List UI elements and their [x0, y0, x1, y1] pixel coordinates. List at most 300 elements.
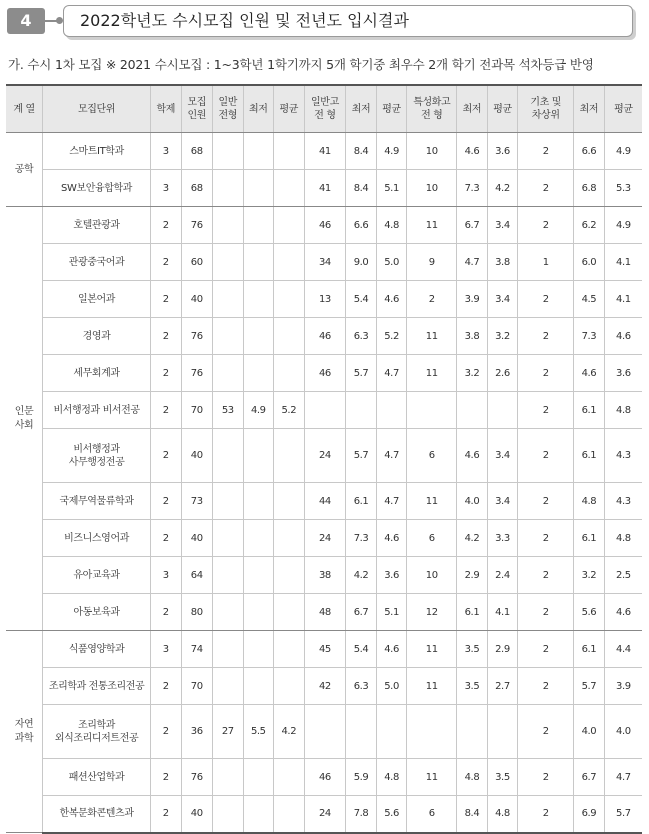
table-cell: 70 [181, 392, 213, 429]
table-cell: 7.3 [346, 520, 377, 557]
table-cell: 64 [181, 557, 213, 594]
table-cell: 70 [181, 668, 213, 705]
table-cell: 2.9 [487, 631, 518, 668]
table-cell [213, 207, 244, 244]
table-cell: 3 [150, 557, 181, 594]
table-cell: 40 [181, 281, 213, 318]
table-cell: 6.7 [457, 207, 488, 244]
table-cell: 4.6 [457, 429, 488, 483]
table-cell: 3 [150, 133, 181, 170]
table-cell: 40 [181, 520, 213, 557]
table-cell: 68 [181, 170, 213, 207]
table-cell: 3.5 [487, 759, 518, 796]
table-cell: 11 [407, 668, 457, 705]
unit-name-cell: 일본어과 [43, 281, 151, 318]
table-row [6, 483, 642, 520]
column-header: 모집단위 [43, 85, 151, 133]
table-cell: 3.2 [574, 557, 605, 594]
table-cell: 3.4 [487, 483, 518, 520]
table-cell: 4.0 [604, 705, 642, 759]
unit-name-cell: 유아교육과 [43, 557, 151, 594]
table-cell: 11 [407, 318, 457, 355]
column-header: 일반고 전 형 [304, 85, 346, 133]
table-cell: 5.7 [346, 429, 377, 483]
column-header: 최저 [457, 85, 488, 133]
table-cell: 4.7 [457, 244, 488, 281]
table-cell [213, 557, 244, 594]
table-cell: 68 [181, 133, 213, 170]
table-cell: 6 [407, 796, 457, 833]
table-cell: 7.3 [574, 318, 605, 355]
table-cell: 6.3 [346, 318, 377, 355]
table-cell [213, 170, 244, 207]
table-cell: 6.6 [346, 207, 377, 244]
table-cell: 2 [150, 759, 181, 796]
table-cell: 2 [518, 133, 574, 170]
table-cell: 6.1 [574, 520, 605, 557]
table-cell: 5.5 [243, 705, 274, 759]
table-cell: 4.8 [457, 759, 488, 796]
table-cell: 6.1 [457, 594, 488, 631]
table-cell: 80 [181, 594, 213, 631]
section-title-box [63, 5, 633, 37]
table-cell: 4.7 [376, 429, 407, 483]
unit-name-cell: 조리학과 전통조리전공 [43, 668, 151, 705]
table-cell: 2 [518, 668, 574, 705]
unit-name-cell: SW보안융합학과 [43, 170, 151, 207]
table-cell: 27 [213, 705, 244, 759]
table-cell [274, 668, 305, 705]
table-row [6, 429, 642, 483]
table-cell: 40 [181, 796, 213, 833]
table-cell [213, 133, 244, 170]
table-row [6, 207, 642, 244]
table-cell [243, 759, 274, 796]
column-header: 평균 [487, 85, 518, 133]
table-cell: 48 [304, 594, 346, 631]
table-cell: 2 [518, 594, 574, 631]
table-cell [213, 520, 244, 557]
table-cell [274, 170, 305, 207]
table-cell: 4.1 [604, 244, 642, 281]
table-cell: 2.9 [457, 557, 488, 594]
table-cell: 6.8 [574, 170, 605, 207]
table-cell: 6.2 [574, 207, 605, 244]
table-cell: 2 [150, 392, 181, 429]
table-cell: 4.5 [574, 281, 605, 318]
table-cell [274, 557, 305, 594]
table-cell: 4.2 [457, 520, 488, 557]
table-cell: 11 [407, 631, 457, 668]
table-cell: 46 [304, 759, 346, 796]
table-cell: 2 [518, 355, 574, 392]
table-cell [407, 705, 457, 759]
table-cell: 4.9 [604, 133, 642, 170]
table-cell: 4.1 [604, 281, 642, 318]
table-cell: 4.7 [604, 759, 642, 796]
table-cell: 2 [150, 429, 181, 483]
table-cell: 4.0 [457, 483, 488, 520]
table-cell [274, 631, 305, 668]
table-cell: 76 [181, 759, 213, 796]
table-cell: 5.7 [604, 796, 642, 833]
table-cell [346, 705, 377, 759]
table-cell: 6.1 [346, 483, 377, 520]
table-cell [243, 796, 274, 833]
table-cell: 3.2 [487, 318, 518, 355]
table-cell: 4.8 [604, 520, 642, 557]
admission-results-table [6, 84, 642, 834]
table-cell [243, 520, 274, 557]
table-cell: 2 [150, 668, 181, 705]
column-header: 최저 [574, 85, 605, 133]
column-header: 평균 [376, 85, 407, 133]
table-cell: 46 [304, 318, 346, 355]
table-cell: 2.6 [487, 355, 518, 392]
table-cell [304, 392, 346, 429]
table-cell: 5.4 [346, 631, 377, 668]
table-cell: 4.6 [574, 355, 605, 392]
table-cell: 2 [518, 318, 574, 355]
table-cell: 3.9 [457, 281, 488, 318]
subtitle: 가. 수시 1차 모집 ※ 2021 수시모집 : 1~3학년 1학기까지 5개 학기중 최우수 2개 학기 전과목 석차등급 반영 [8, 57, 594, 72]
table-cell: 2 [518, 705, 574, 759]
table-cell: 2 [518, 281, 574, 318]
table-cell [243, 483, 274, 520]
table-cell: 36 [181, 705, 213, 759]
table-header-row [6, 85, 642, 133]
table-cell: 2 [150, 207, 181, 244]
table-cell [407, 392, 457, 429]
table-cell: 6.7 [574, 759, 605, 796]
category-cell: 공학 [6, 133, 43, 207]
table-cell: 40 [181, 429, 213, 483]
table-cell [213, 483, 244, 520]
table-cell: 3.3 [487, 520, 518, 557]
table-cell: 4.3 [604, 429, 642, 483]
table-cell: 3.5 [457, 631, 488, 668]
table-cell: 5.2 [274, 392, 305, 429]
table-cell: 4.6 [604, 318, 642, 355]
table-row [6, 759, 642, 796]
table-cell: 4.0 [574, 705, 605, 759]
table-cell: 4.6 [457, 133, 488, 170]
connector-dot [56, 17, 63, 24]
table-cell [213, 318, 244, 355]
table-cell [376, 392, 407, 429]
table-cell: 5.1 [376, 170, 407, 207]
column-header: 특성화고 전 형 [407, 85, 457, 133]
table-cell: 8.4 [457, 796, 488, 833]
table-row [6, 594, 642, 631]
table-cell: 2 [518, 520, 574, 557]
table-cell: 4.3 [604, 483, 642, 520]
table-cell: 41 [304, 170, 346, 207]
table-cell: 8.4 [346, 170, 377, 207]
table-cell [243, 429, 274, 483]
section-number-badge: 4 [7, 8, 45, 34]
table-cell [243, 281, 274, 318]
unit-name-cell: 한복문화콘텐츠과 [43, 796, 151, 833]
table-cell [376, 705, 407, 759]
unit-name-cell: 아동보육과 [43, 594, 151, 631]
table-cell [274, 429, 305, 483]
table-row [6, 244, 642, 281]
table-cell: 9 [407, 244, 457, 281]
table-cell: 2 [150, 355, 181, 392]
table-cell: 10 [407, 557, 457, 594]
table-cell: 2 [150, 520, 181, 557]
table-cell [243, 668, 274, 705]
unit-name-cell: 스마트IT학과 [43, 133, 151, 170]
table-cell: 2 [150, 705, 181, 759]
table-cell: 3.6 [487, 133, 518, 170]
unit-name-cell: 세무회계과 [43, 355, 151, 392]
category-cell: 인문 사회 [6, 207, 43, 631]
table-cell: 4.2 [487, 170, 518, 207]
table-cell: 45 [304, 631, 346, 668]
table-cell: 13 [304, 281, 346, 318]
section-title: 2022학년도 수시모집 인원 및 전년도 입시결과 [80, 11, 409, 30]
table-cell [274, 483, 305, 520]
table-cell: 11 [407, 759, 457, 796]
table-cell: 46 [304, 207, 346, 244]
table-row [6, 796, 642, 833]
table-cell: 5.4 [346, 281, 377, 318]
table-cell: 4.8 [376, 759, 407, 796]
table-cell [274, 355, 305, 392]
table-cell: 5.7 [346, 355, 377, 392]
unit-name-cell: 비즈니스영어과 [43, 520, 151, 557]
table-cell [274, 281, 305, 318]
table-cell [346, 392, 377, 429]
table-cell: 5.6 [376, 796, 407, 833]
table-cell: 3.2 [457, 355, 488, 392]
table-row [6, 668, 642, 705]
table-cell: 5.1 [376, 594, 407, 631]
table-cell: 24 [304, 429, 346, 483]
table-cell: 24 [304, 520, 346, 557]
table-cell: 1 [518, 244, 574, 281]
table-cell: 73 [181, 483, 213, 520]
table-row [6, 557, 642, 594]
unit-name-cell: 관광중국어과 [43, 244, 151, 281]
table-cell: 8.4 [346, 133, 377, 170]
table-cell: 2 [518, 483, 574, 520]
table-cell: 4.8 [376, 207, 407, 244]
table-cell: 4.9 [243, 392, 274, 429]
table-cell: 3.8 [487, 244, 518, 281]
table-cell [274, 796, 305, 833]
table-cell: 24 [304, 796, 346, 833]
table-cell: 3.4 [487, 429, 518, 483]
unit-name-cell: 식품영양학과 [43, 631, 151, 668]
table-cell [243, 170, 274, 207]
table-cell [274, 594, 305, 631]
table-cell: 6.3 [346, 668, 377, 705]
table-row [6, 392, 642, 429]
table-cell [243, 355, 274, 392]
table-cell: 2 [518, 557, 574, 594]
table-cell: 5.9 [346, 759, 377, 796]
table-cell: 4.9 [376, 133, 407, 170]
unit-name-cell: 비서행정과 비서전공 [43, 392, 151, 429]
table-cell: 2.4 [487, 557, 518, 594]
table-cell: 6 [407, 429, 457, 483]
table-cell: 2 [518, 796, 574, 833]
table-cell: 6 [407, 520, 457, 557]
table-cell: 6.1 [574, 631, 605, 668]
table-row [6, 631, 642, 668]
column-header: 일반 전형 [213, 85, 244, 133]
table-cell: 42 [304, 668, 346, 705]
table-cell: 4.6 [604, 594, 642, 631]
table-row [6, 705, 642, 759]
table-cell [487, 705, 518, 759]
unit-name-cell: 조리학과 외식조리디저트전공 [43, 705, 151, 759]
table-cell: 2 [150, 318, 181, 355]
table-cell: 46 [304, 355, 346, 392]
table-cell: 3.4 [487, 207, 518, 244]
table-cell: 5.7 [574, 668, 605, 705]
table-cell: 2.5 [604, 557, 642, 594]
table-cell: 5.2 [376, 318, 407, 355]
table-cell [274, 207, 305, 244]
table-cell: 60 [181, 244, 213, 281]
unit-name-cell: 국제무역물류학과 [43, 483, 151, 520]
table-cell [243, 244, 274, 281]
table-cell: 2 [518, 631, 574, 668]
table-cell: 2 [518, 207, 574, 244]
table-cell: 76 [181, 318, 213, 355]
table-cell [274, 318, 305, 355]
table-cell: 38 [304, 557, 346, 594]
table-cell [213, 631, 244, 668]
table-cell: 2 [518, 170, 574, 207]
table-cell: 4.7 [376, 355, 407, 392]
table-cell: 2.7 [487, 668, 518, 705]
table-cell: 11 [407, 483, 457, 520]
column-header: 평균 [604, 85, 642, 133]
table-cell [213, 281, 244, 318]
table-cell: 4.6 [376, 631, 407, 668]
table-cell [213, 759, 244, 796]
table-cell: 7.8 [346, 796, 377, 833]
table-cell: 2 [150, 281, 181, 318]
table-row [6, 133, 642, 170]
table-cell: 11 [407, 207, 457, 244]
column-header: 최저 [243, 85, 274, 133]
table-cell: 12 [407, 594, 457, 631]
table-cell [243, 594, 274, 631]
table-cell [243, 133, 274, 170]
table-cell: 2 [150, 796, 181, 833]
table-cell: 2 [518, 392, 574, 429]
table-cell: 5.0 [376, 244, 407, 281]
table-row [6, 318, 642, 355]
table-cell: 4.1 [487, 594, 518, 631]
table-cell [487, 392, 518, 429]
table-cell [274, 759, 305, 796]
table-cell: 44 [304, 483, 346, 520]
table-row [6, 170, 642, 207]
table-cell: 6.1 [574, 392, 605, 429]
table-cell: 6.7 [346, 594, 377, 631]
table-cell: 7.3 [457, 170, 488, 207]
table-cell: 9.0 [346, 244, 377, 281]
table-cell: 74 [181, 631, 213, 668]
unit-name-cell: 호텔관광과 [43, 207, 151, 244]
category-cell: 자연 과학 [6, 631, 43, 833]
table-cell: 76 [181, 207, 213, 244]
column-header: 기초 및 차상위 [518, 85, 574, 133]
table-cell [243, 318, 274, 355]
table-cell: 6.1 [574, 429, 605, 483]
table-row [6, 355, 642, 392]
table-cell [213, 429, 244, 483]
table-cell: 3 [150, 170, 181, 207]
section-header [0, 0, 649, 46]
table-cell: 3.9 [604, 668, 642, 705]
table-cell: 11 [407, 355, 457, 392]
table-cell: 4.8 [487, 796, 518, 833]
table-cell: 3.4 [487, 281, 518, 318]
table-cell [457, 705, 488, 759]
table-row [6, 281, 642, 318]
table-cell: 2 [518, 429, 574, 483]
table-cell [274, 520, 305, 557]
table-cell [274, 133, 305, 170]
table-cell: 6.6 [574, 133, 605, 170]
unit-name-cell: 비서행정과 사무행정전공 [43, 429, 151, 483]
table-cell [213, 668, 244, 705]
table-cell: 76 [181, 355, 213, 392]
table-cell [457, 392, 488, 429]
table-cell: 4.6 [376, 281, 407, 318]
table-cell: 3.8 [457, 318, 488, 355]
table-body [6, 133, 642, 833]
table-cell [213, 796, 244, 833]
table-cell: 34 [304, 244, 346, 281]
table-cell [304, 705, 346, 759]
table-cell: 4.2 [274, 705, 305, 759]
table-cell: 4.8 [574, 483, 605, 520]
table-cell: 2 [518, 759, 574, 796]
table-cell: 3 [150, 631, 181, 668]
table-row [6, 520, 642, 557]
table-cell: 6.9 [574, 796, 605, 833]
table-cell: 4.6 [376, 520, 407, 557]
column-header: 최저 [346, 85, 377, 133]
unit-name-cell: 경영과 [43, 318, 151, 355]
column-header: 계 열 [6, 85, 43, 133]
table-cell: 2 [150, 594, 181, 631]
table-cell [213, 244, 244, 281]
table-cell: 41 [304, 133, 346, 170]
table-cell: 4.8 [604, 392, 642, 429]
table-cell: 5.3 [604, 170, 642, 207]
table-cell: 2 [150, 483, 181, 520]
table-cell: 5.0 [376, 668, 407, 705]
table-cell [213, 355, 244, 392]
table-cell: 4.4 [604, 631, 642, 668]
table-cell: 4.2 [346, 557, 377, 594]
table-cell: 5.6 [574, 594, 605, 631]
table-cell: 10 [407, 170, 457, 207]
table-cell: 4.9 [604, 207, 642, 244]
table-cell [243, 631, 274, 668]
table-cell [243, 557, 274, 594]
